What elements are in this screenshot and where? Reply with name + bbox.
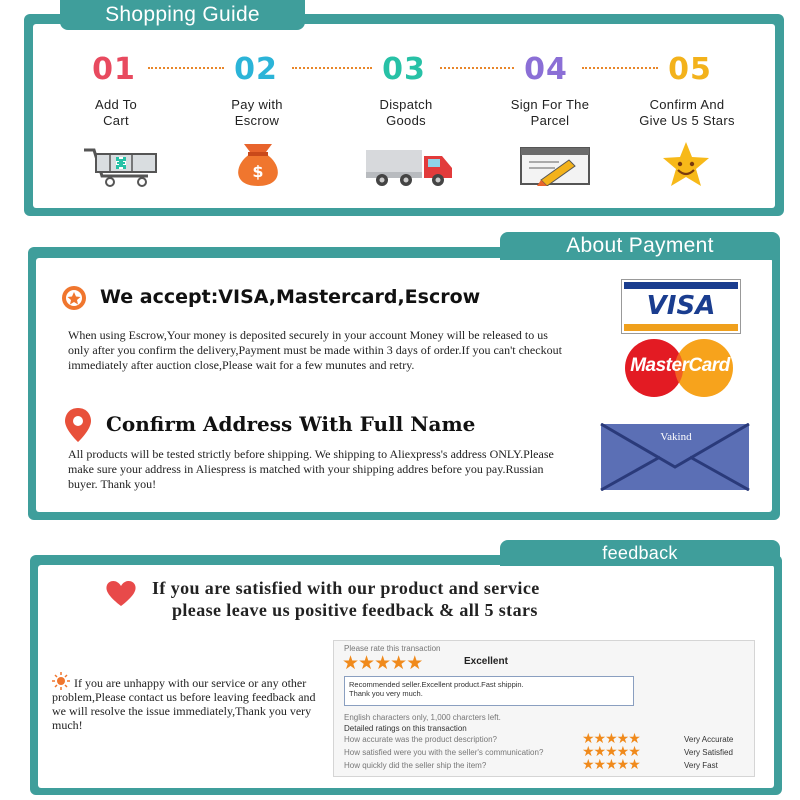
envelope-label: Vakind	[660, 431, 692, 443]
rating-stars[interactable]: ★★★★★	[582, 743, 640, 759]
feedback-headline-1: If you are satisfied with our product and service	[152, 578, 540, 598]
step-number: 01	[92, 52, 136, 87]
svg-text:$: $	[252, 162, 264, 181]
step-label: Sign For The Parcel	[510, 97, 590, 128]
step-number: 05	[668, 52, 712, 87]
money-bag-icon	[230, 142, 286, 188]
star-icon[interactable]: ★	[390, 653, 407, 674]
visa-top-band	[624, 282, 738, 289]
accept-text: When using Escrow,Your money is deposited securely in your account Money will be released to us only after you confirm the delivery,Payment must be made within 3 days of order.If you can't checkout immediately after auction close,Please wait for a few munutes and retry.	[68, 328, 562, 372]
step-label: Dispatch Goods	[379, 97, 433, 128]
visa-bottom-band	[624, 324, 738, 331]
comment-box[interactable]	[344, 676, 634, 706]
visa-logo	[621, 279, 741, 334]
overall-rating-label: Excellent	[464, 656, 508, 667]
rating-panel	[333, 640, 755, 777]
step-label: Add To Cart	[94, 97, 138, 128]
rating-result: Very Satisfied	[684, 748, 733, 757]
about-payment-tab: About Payment	[500, 232, 780, 260]
step-label: Pay with Escrow	[231, 97, 283, 128]
step-number: 04	[524, 52, 568, 87]
address-text: All products will be tested strictly before shipping. We shipping to Aliexpress's address ONLY.Please make sure your address in Aliespress is matched with your shipping addres before you pay.Russian buyer. Thank you!	[68, 447, 554, 491]
char-limit-note: English characters only, 1,000 charcters left.	[344, 713, 501, 722]
shopping-guide-tab: Shopping Guide	[60, 0, 305, 30]
mastercard-label: MasterCard	[630, 355, 730, 376]
star-icon[interactable]: ★	[406, 653, 423, 674]
detailed-ratings-title: Detailed ratings on this transaction	[344, 724, 467, 733]
overall-stars[interactable]	[342, 652, 422, 675]
cart-icon	[82, 146, 166, 188]
rating-result: Very Fast	[684, 761, 718, 770]
rating-stars[interactable]: ★★★★★	[582, 730, 640, 746]
heart-icon	[104, 578, 138, 608]
rating-prompt: Please rate this transaction	[344, 644, 441, 653]
rating-question: How accurate was the product description?	[344, 735, 497, 744]
medal-icon	[58, 284, 90, 314]
rating-question: How quickly did the seller ship the item?	[344, 761, 487, 770]
step-connector	[440, 67, 514, 69]
rating-question: How satisfied were you with the seller's communication?	[344, 748, 544, 757]
star-icon[interactable]: ★	[342, 653, 359, 674]
step-number: 02	[234, 52, 278, 87]
smiley-star-icon	[658, 140, 714, 188]
comment-text: Recommended seller.Excellent product.Fast shippin. Thank you very much.	[349, 680, 524, 698]
step-number: 03	[382, 52, 426, 87]
rating-result: Very Accurate	[684, 735, 734, 744]
location-pin-icon	[62, 406, 94, 444]
step-connector	[148, 67, 224, 69]
document-pen-icon	[519, 146, 591, 186]
feedback-tab: feedback	[500, 540, 780, 566]
step-label: Confirm And Give Us 5 Stars	[639, 97, 735, 128]
accept-heading: We accept:VISA,Mastercard,Escrow	[100, 286, 481, 308]
star-icon[interactable]: ★	[374, 653, 391, 674]
feedback-headline-2: please leave us positive feedback & all 5 stars	[172, 600, 538, 620]
unhappy-text: If you are unhappy with our service or any other problem,Please contact us before leaving feedback and we will resolve the issue immediately,Thank you very much!	[52, 676, 316, 732]
step-connector	[292, 67, 372, 69]
rating-stars[interactable]: ★★★★★	[582, 756, 640, 772]
step-connector	[582, 67, 658, 69]
visa-label: VISA	[646, 291, 716, 321]
truck-icon	[364, 148, 456, 188]
address-heading: Confirm Address With Full Name	[106, 412, 476, 436]
star-icon[interactable]: ★	[358, 653, 375, 674]
